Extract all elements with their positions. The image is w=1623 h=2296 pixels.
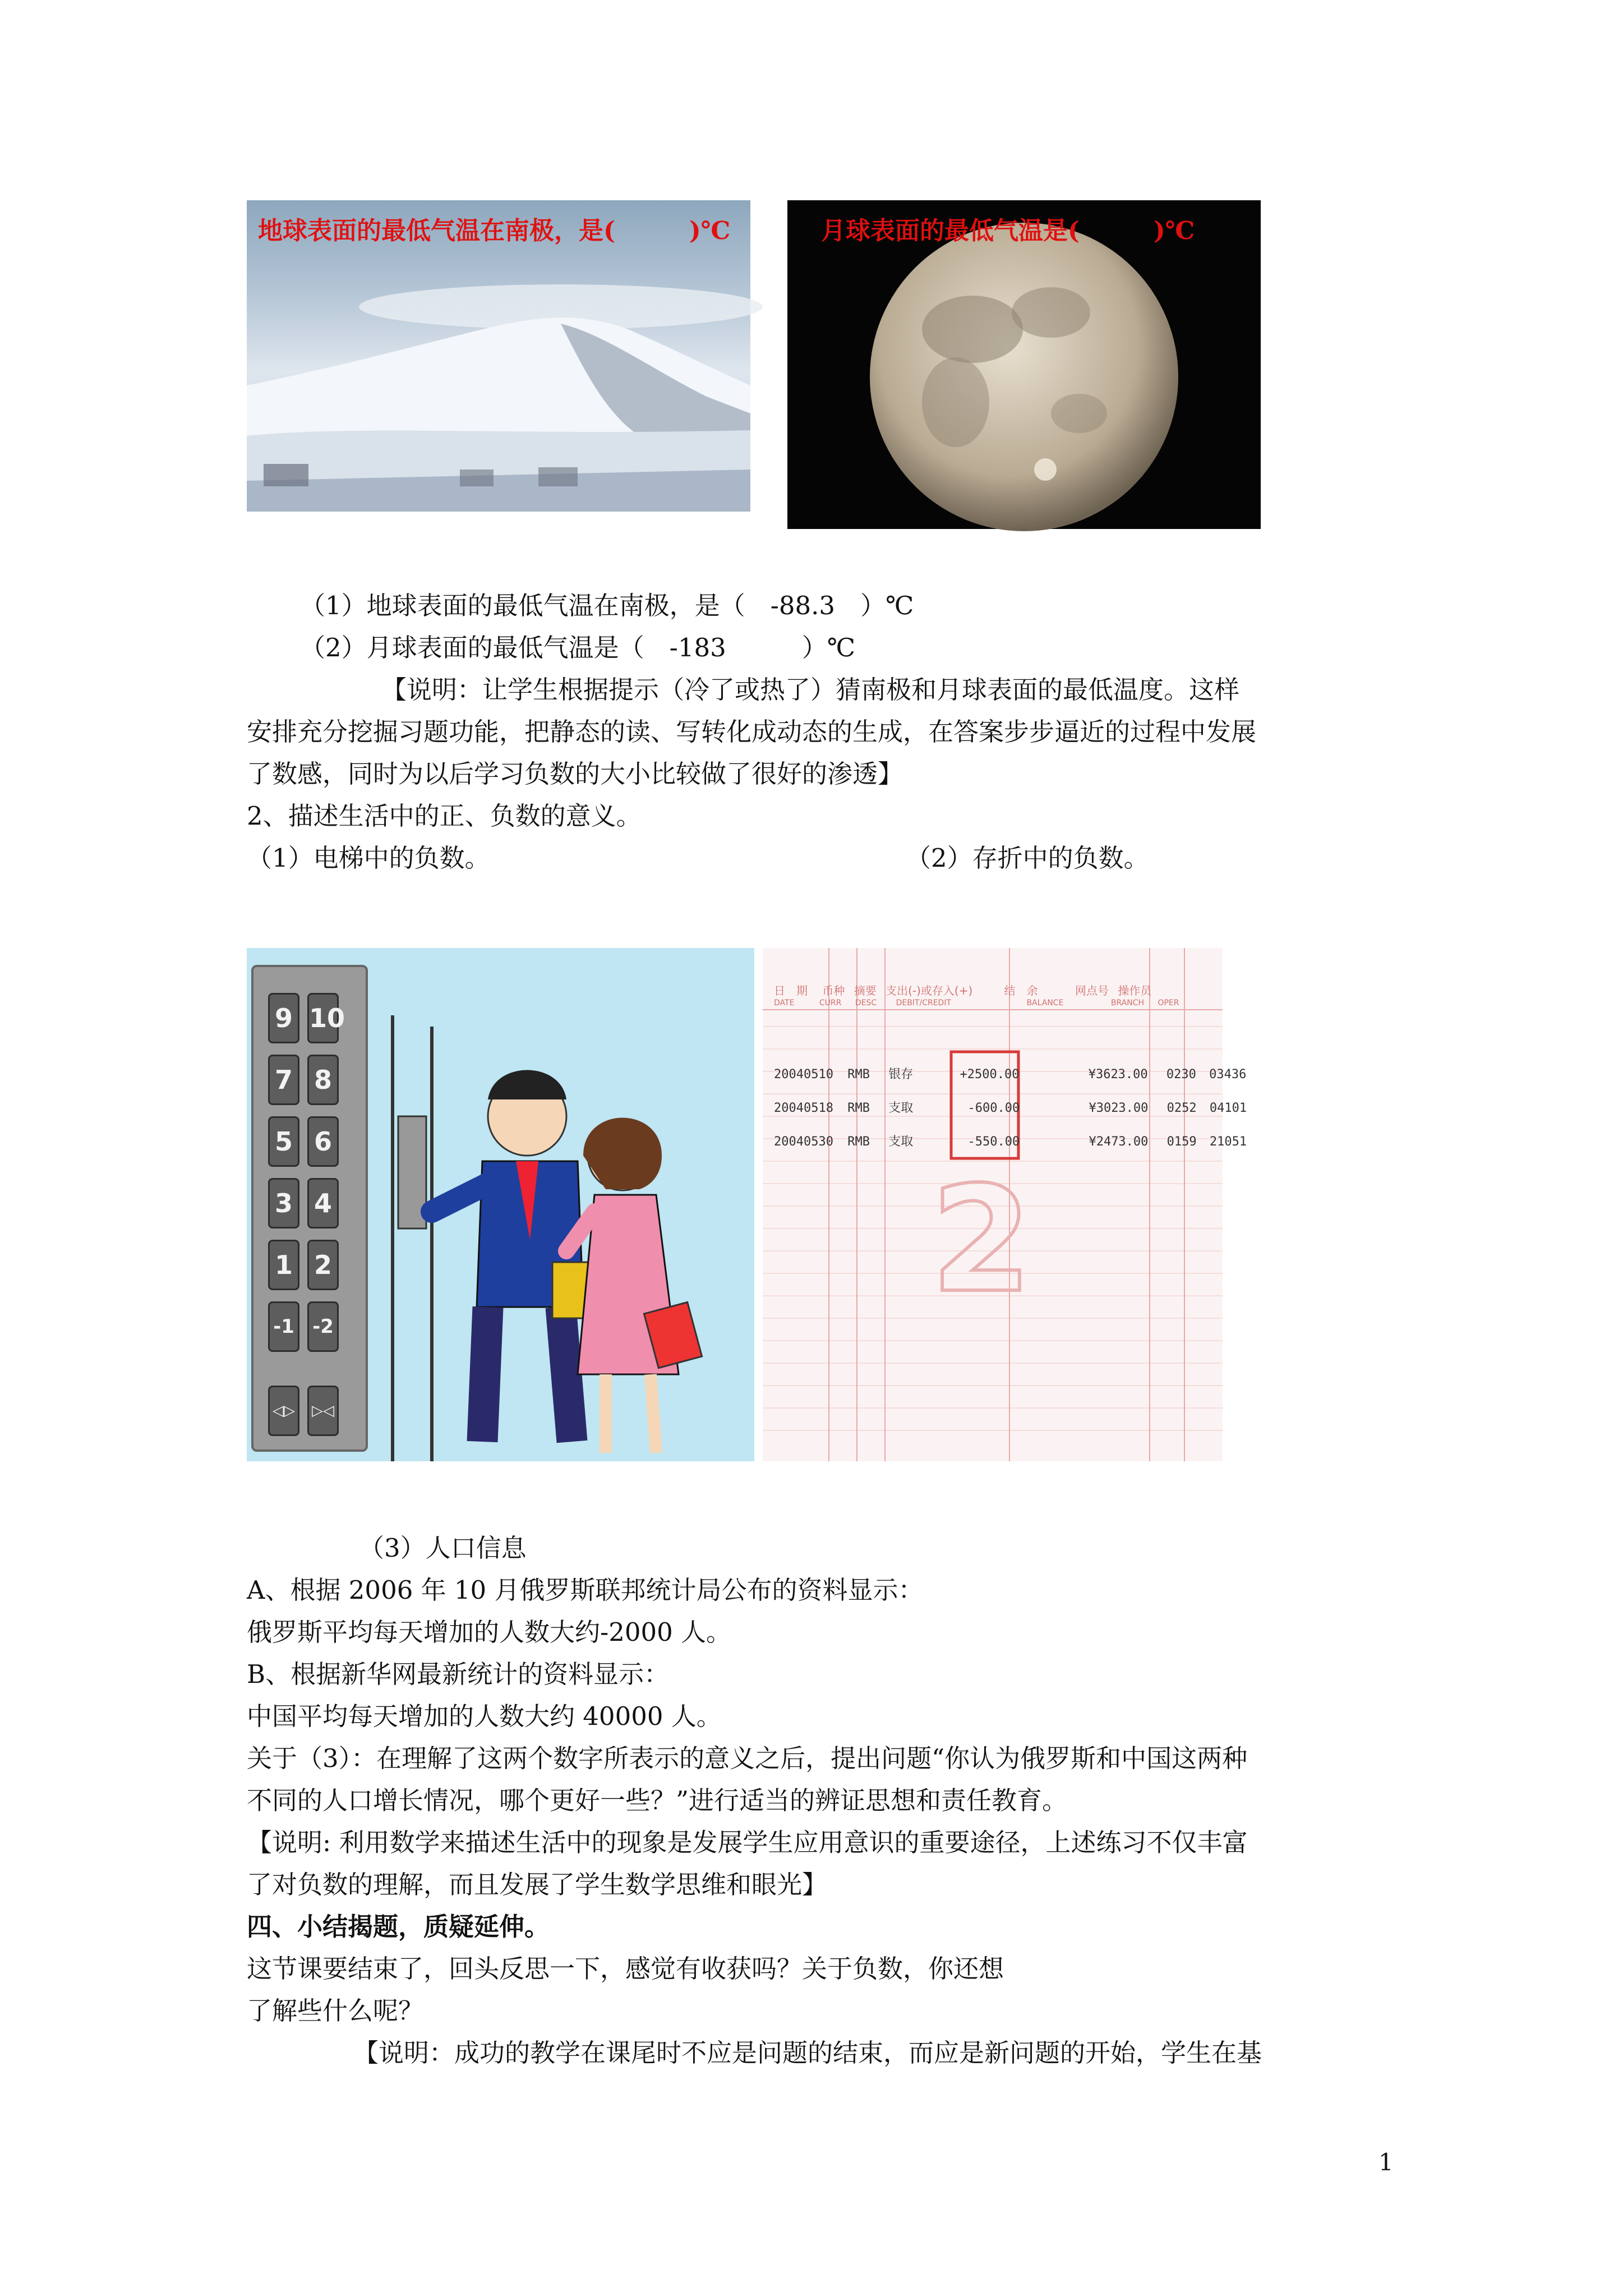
question-2: （2）月球表面的最低气温是（ -183 ）℃ bbox=[300, 633, 856, 662]
line-b-2: 中国平均每天增加的人数大约 40000 人。 bbox=[247, 1701, 722, 1731]
item-3-heading: （3）人口信息 bbox=[359, 1533, 527, 1563]
floor-button-3: 3 bbox=[268, 1178, 299, 1228]
header-en-balance: BALANCE bbox=[1026, 999, 1064, 1007]
header-amount: 支出(-)或存入(+) bbox=[886, 984, 973, 997]
row-amount: -550.00 bbox=[967, 1135, 1020, 1149]
antarctica-photo bbox=[247, 200, 750, 512]
note-1-line-3: 了数感，同时为以后学习负数的大小比较做了很好的渗透】 bbox=[247, 759, 903, 789]
row-branch: 0230 bbox=[1166, 1068, 1196, 1082]
item-2-heading: 2、描述生活中的正、负数的意义。 bbox=[247, 801, 642, 831]
row-currency: RMB bbox=[847, 1135, 870, 1149]
antarctica-caption: 地球表面的最低气温在南极，是( )℃ bbox=[258, 217, 731, 245]
line-b: B、根据新华网最新统计的资料显示： bbox=[247, 1659, 670, 1689]
row-balance: ¥2473.00 bbox=[1089, 1135, 1149, 1149]
row-currency: RMB bbox=[847, 1101, 870, 1115]
summary-line-1: 这节课要结束了，回头反思一下，感觉有收获吗？关于负数，你还想 bbox=[247, 1954, 1004, 1984]
about-3-line-1: 关于（3）：在理解了这两个数字所表示的意义之后，提出问题“你认为俄罗斯和中国这两种 bbox=[247, 1743, 1248, 1773]
line-a-2: 俄罗斯平均每天增加的人数大约-2000 人。 bbox=[247, 1617, 732, 1647]
header-balance: 结 余 bbox=[1004, 984, 1038, 997]
floor-button-7: 7 bbox=[268, 1055, 299, 1105]
header-date: 日 期 bbox=[774, 984, 808, 997]
floor-button-9: 9 bbox=[268, 993, 299, 1043]
bankbook-header-en bbox=[774, 999, 1179, 1007]
people-drawing bbox=[247, 948, 754, 1461]
item-2-bankbook: （2）存折中的负数。 bbox=[906, 843, 1149, 873]
row-date: 20040510 bbox=[774, 1068, 833, 1082]
row-date: 20040530 bbox=[774, 1135, 833, 1149]
header-en-currency: CURR bbox=[819, 999, 842, 1007]
header-operator: 操作员 bbox=[1118, 984, 1152, 997]
floor-button-10: 10 bbox=[307, 993, 339, 1043]
floor-button-2: 2 bbox=[307, 1240, 339, 1290]
note-2-line-2: 了对负数的理解，而且发展了学生数学思维和眼光】 bbox=[247, 1870, 828, 1899]
item-2-elevator: （1）电梯中的负数。 bbox=[247, 843, 490, 873]
floor-button-1: 1 bbox=[268, 1240, 299, 1290]
page-number: 1 bbox=[1378, 2148, 1394, 2176]
row-currency: RMB bbox=[847, 1068, 870, 1082]
header-currency: 币种 bbox=[822, 984, 845, 997]
question-1: （1）地球表面的最低气温在南极，是（ -88.3 ）℃ bbox=[300, 591, 914, 620]
bankbook-row bbox=[774, 1098, 1247, 1116]
note-1-line-2: 安排充分挖掘习题功能，把静态的读、写转化成动态的生成，在答案步步逼近的过程中发展 bbox=[247, 717, 1257, 747]
row-desc: 支取 bbox=[888, 1135, 914, 1149]
floor-button-minus-2: -2 bbox=[307, 1301, 339, 1352]
bankbook-row bbox=[774, 1065, 1246, 1082]
moon-photo bbox=[787, 200, 1261, 529]
bankbook-row bbox=[774, 1132, 1247, 1149]
floor-button-4: 4 bbox=[307, 1178, 339, 1228]
row-balance: ¥3023.00 bbox=[1089, 1101, 1149, 1115]
row-operator: 03436 bbox=[1209, 1068, 1247, 1082]
row-branch: 0252 bbox=[1166, 1101, 1197, 1115]
floor-button-minus-1: -1 bbox=[268, 1301, 299, 1352]
door-close-button: ▷◁ bbox=[307, 1386, 339, 1436]
elevator-illustration bbox=[247, 948, 754, 1461]
row-amount: -600.00 bbox=[967, 1101, 1020, 1115]
header-en-operator: OPER bbox=[1158, 999, 1179, 1007]
note-2-line-1: 【说明: 利用数学来描述生活中的现象是发展学生应用意识的重要途径，上述练习不仅丰富 bbox=[247, 1828, 1248, 1857]
header-en-branch: BRANCH bbox=[1110, 999, 1145, 1007]
floor-button-5: 5 bbox=[268, 1116, 299, 1167]
header-en-date: DATE bbox=[774, 999, 795, 1007]
row-amount: +2500.00 bbox=[960, 1068, 1020, 1082]
row-branch: 0159 bbox=[1166, 1135, 1197, 1149]
section-4-heading: 四、小结揭题，质疑延伸。 bbox=[247, 1912, 550, 1941]
header-en-amount: DEBIT/CREDIT bbox=[896, 999, 951, 1007]
note-3-line-1: 【说明：成功的教学在课尾时不应是问题的结束，而应是新问题的开始，学生在基 bbox=[353, 2038, 1262, 2068]
header-en-desc: DESC bbox=[855, 999, 877, 1007]
moon-caption: 月球表面的最低气温是( )℃ bbox=[821, 217, 1195, 245]
moon-disc bbox=[787, 200, 1261, 529]
note-1-line-1: 【说明：让学生根据提示（冷了或热了）猜南极和月球表面的最低温度。这样 bbox=[381, 675, 1240, 705]
floor-button-8: 8 bbox=[307, 1055, 339, 1105]
row-desc: 支取 bbox=[888, 1101, 914, 1115]
bankbook-grid bbox=[763, 948, 1223, 1461]
about-3-line-2: 不同的人口增长情况，哪个更好一些？”进行适当的辨证思想和责任教育。 bbox=[247, 1786, 1068, 1815]
header-desc: 摘要 bbox=[854, 984, 877, 997]
summary-line-2: 了解些什么呢？ bbox=[247, 1996, 424, 2026]
row-desc: 银存 bbox=[888, 1068, 914, 1082]
row-date: 20040518 bbox=[774, 1101, 833, 1115]
header-branch: 网点号 bbox=[1075, 984, 1109, 997]
bankbook-image bbox=[763, 948, 1247, 1461]
floor-button-6: 6 bbox=[307, 1116, 339, 1167]
row-balance: ¥3623.00 bbox=[1088, 1068, 1148, 1082]
line-a: A、根据 2006 年 10 月俄罗斯联邦统计局公布的资料显示： bbox=[247, 1575, 924, 1605]
row-operator: 21051 bbox=[1209, 1135, 1247, 1149]
bankbook-header bbox=[774, 982, 1151, 998]
row-operator: 04101 bbox=[1209, 1101, 1247, 1115]
bankbook-big-number: 2 bbox=[930, 1156, 1032, 1325]
door-open-button: ◁▷ bbox=[268, 1386, 299, 1436]
antarctica-scene bbox=[247, 200, 750, 512]
